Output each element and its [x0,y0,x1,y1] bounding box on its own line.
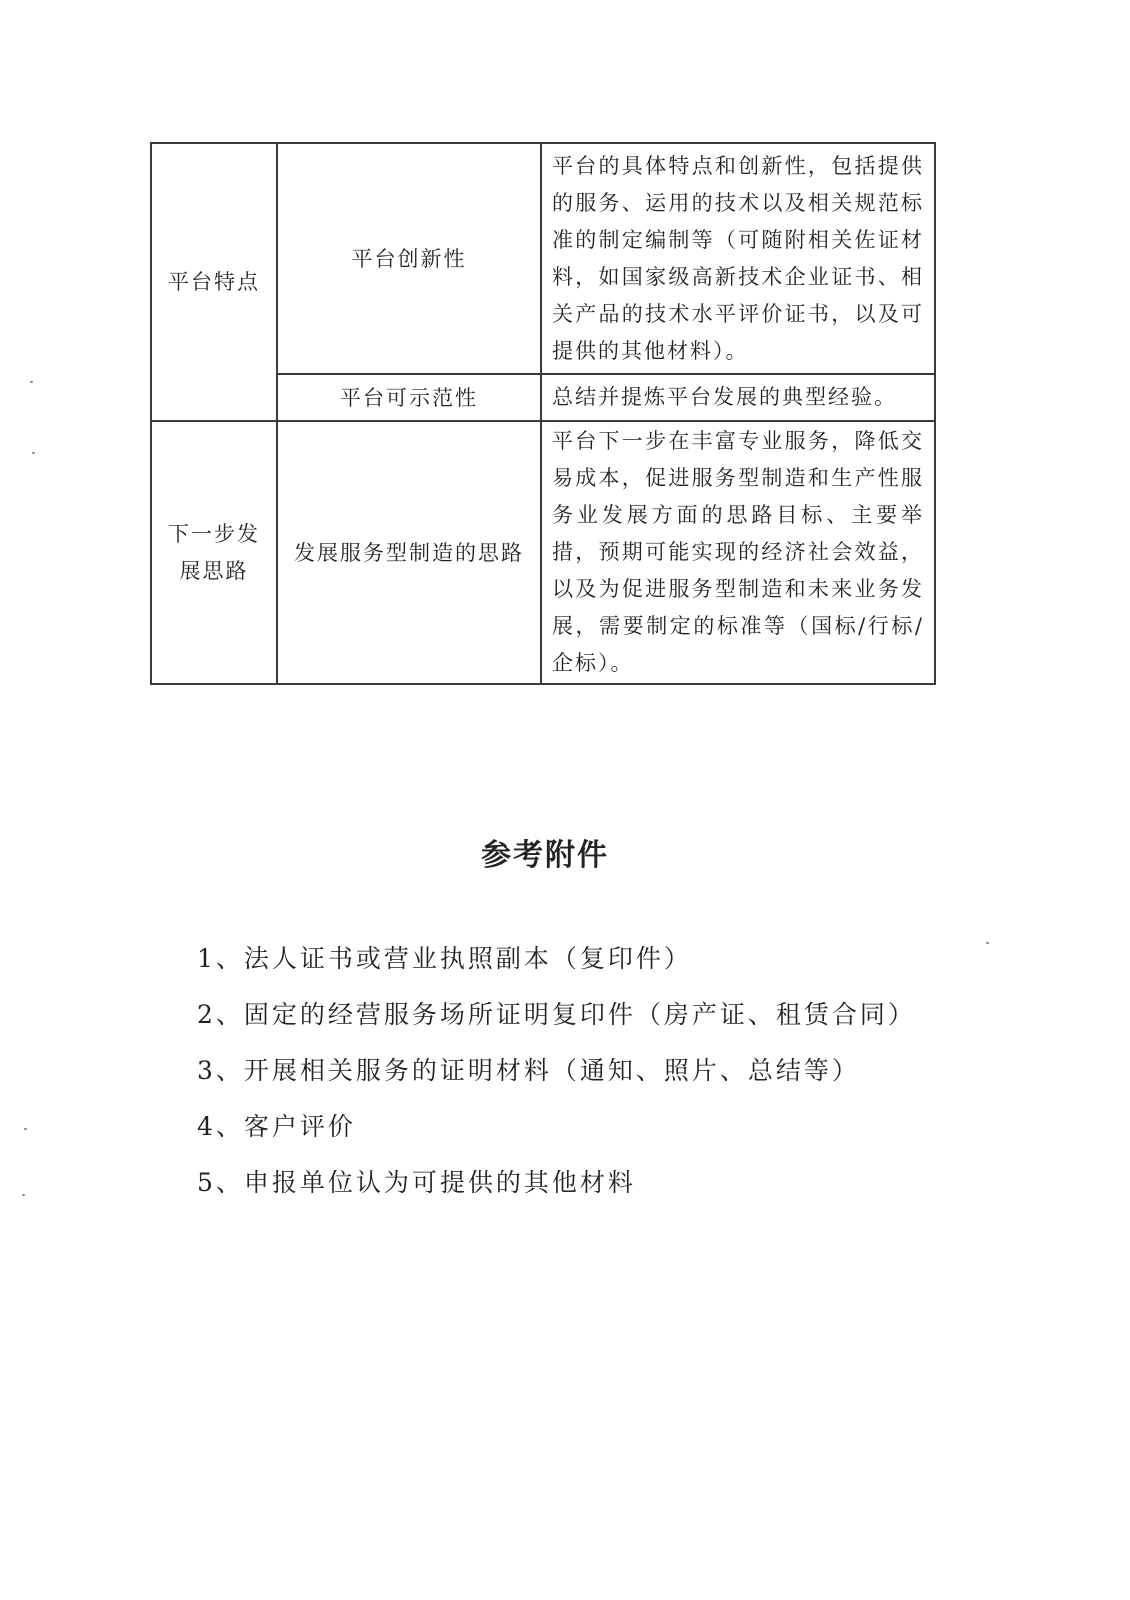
desc-cell-demonstration [541,374,935,421]
group-cell-next-steps [151,421,277,684]
item-cell-demonstration: 平台可示范性 [277,374,541,421]
group-text: 下一步发展思路 [168,521,260,583]
item-cell-service-manufacturing: 发展服务型制造的思路 [277,421,541,684]
group-cell-platform-features: 平台特点 [151,143,277,421]
requirements-table [150,142,936,685]
scan-speck [986,942,989,944]
list-item: 4、客户评价 [197,1112,356,1141]
desc-text: 平台的具体特点和创新性，包括提供的服务、运用的技术以及相关规范标准的制定编制等（可随附相关佐证材料，如国家级高新技术企业证书、相关产品的技术水平评价证书，以及可提供的其他材料）。 [552,153,924,363]
scan-speck [32,452,35,454]
desc-text: 平台下一步在丰富专业服务，降低交易成本，促进服务型制造和生产性服务业发展方面的思路目标、主要举措，预期可能实现的经济社会效益，以及为促进服务型制造和未来业务发展，需要制定的标准等（国标/行标/企标）。 [552,429,924,675]
desc-cell-service-manufacturing [541,421,935,684]
table-row [151,421,935,684]
table-row [151,143,935,374]
desc-cell-innovation [541,143,935,374]
list-item: 2、固定的经营服务场所证明复印件（房产证、租赁合同） [197,1000,916,1029]
scan-speck [22,1194,25,1196]
attachments-title: 参考附件 [481,838,609,873]
list-item: 1、法人证书或营业执照副本（复印件） [197,944,692,973]
list-item: 5、申报单位认为可提供的其他材料 [197,1168,636,1197]
desc-text: 总结并提炼平台发展的典型经验。 [552,385,897,409]
scan-speck [24,1128,27,1130]
attachments-list [197,945,916,1225]
scan-speck [30,381,33,383]
list-item: 3、开展相关服务的证明材料（通知、照片、总结等） [197,1056,860,1085]
item-cell-innovation: 平台创新性 [277,143,541,374]
